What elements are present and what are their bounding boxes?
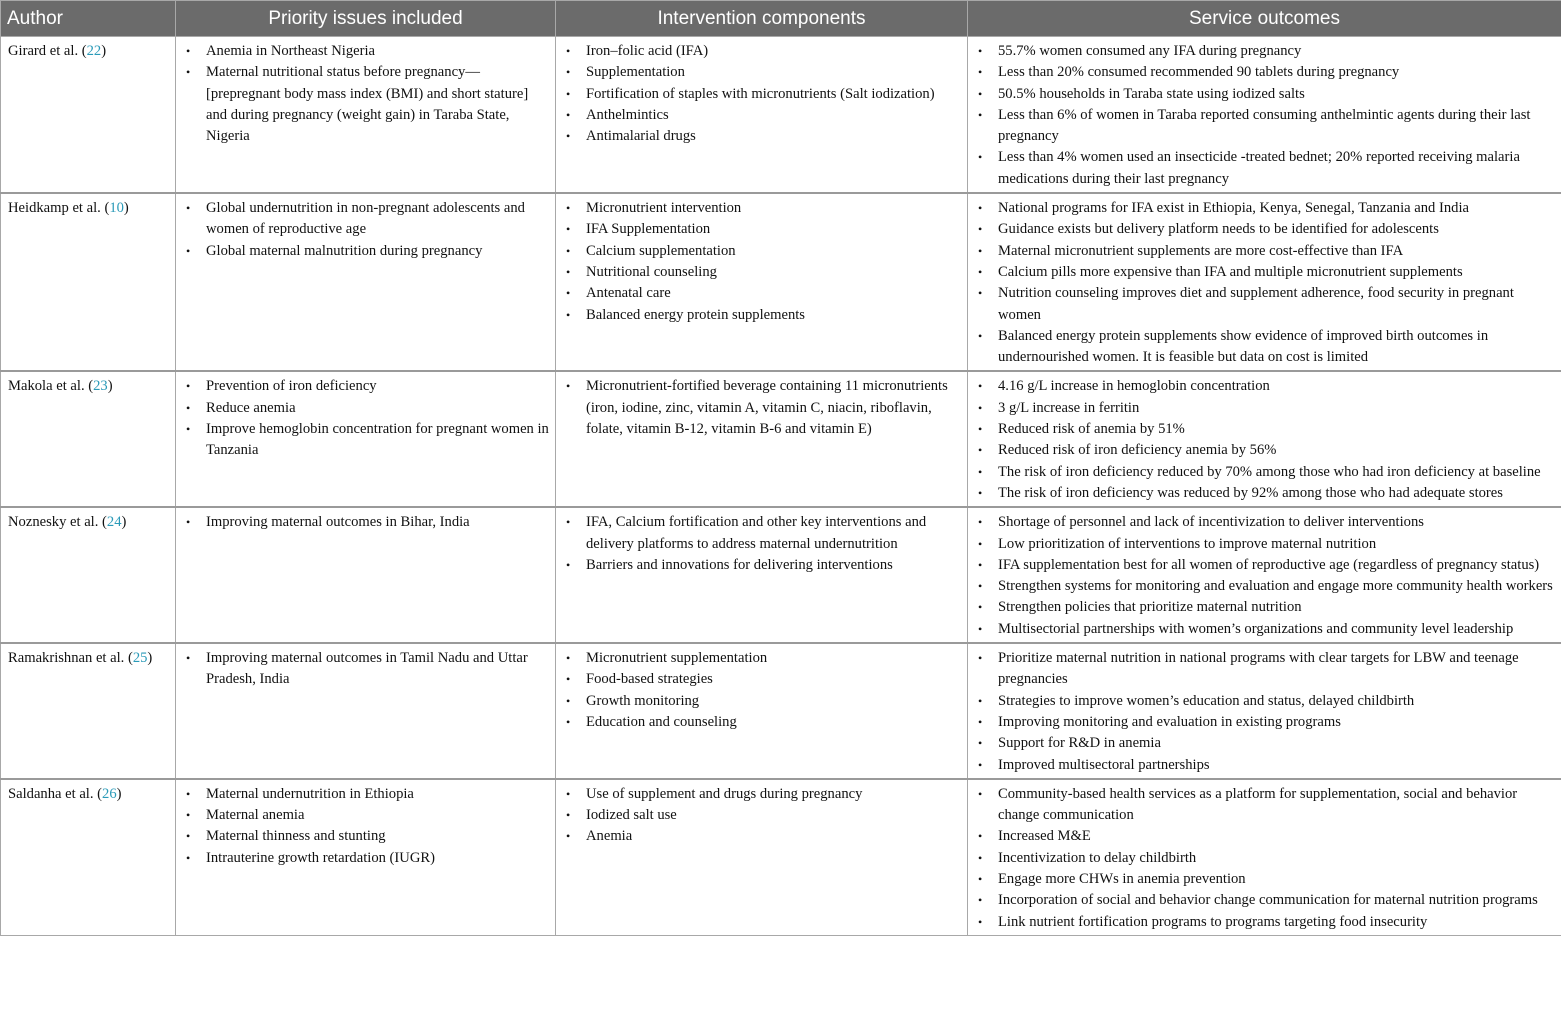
list-item-text: Reduced risk of anemia by 51% xyxy=(998,421,1185,438)
list-item-text: Strengthen systems for monitoring and evaluation and engage more community health workers xyxy=(998,578,1553,595)
list-item-text: 50.5% households in Taraba state using iodized salts xyxy=(998,85,1305,102)
priority-cell xyxy=(176,37,556,194)
list-item xyxy=(976,890,1555,911)
list-item xyxy=(976,755,1555,776)
list-item-text: Fortification of staples with micronutrients (Salt iodization) xyxy=(586,85,935,102)
author-cell xyxy=(1,779,176,936)
list-item-text: Strategies to improve women’s education and status, delayed childbirth xyxy=(998,692,1415,709)
list-item xyxy=(564,712,961,733)
list-item xyxy=(976,283,1555,326)
bullet-icon: • xyxy=(566,243,571,258)
list-item xyxy=(564,126,961,147)
list-item-text: IFA supplementation best for all women of reproductive age (regardless of pregnancy status) xyxy=(998,556,1540,573)
list-item-text: The risk of iron deficiency reduced by 70% among those who had iron deficiency at baseline xyxy=(998,463,1541,480)
outcomes-cell xyxy=(968,371,1561,507)
list-item xyxy=(976,826,1555,847)
list-item-text: 4.16 g/L increase in hemoglobin concentration xyxy=(998,378,1270,395)
bullet-icon: • xyxy=(566,107,571,122)
list-item-text: Guidance exists but delivery platform needs to be identified for adolescents xyxy=(998,221,1439,238)
list-item-text: Antimalarial drugs xyxy=(586,128,696,145)
list-item xyxy=(184,198,549,241)
list-item-text: 3 g/L increase in ferritin xyxy=(998,399,1140,416)
list-item xyxy=(976,576,1555,597)
priority-cell xyxy=(176,371,556,507)
table-row xyxy=(1,371,1561,507)
list-item xyxy=(976,462,1555,483)
outcomes-list xyxy=(976,376,1555,504)
header-components: Intervention components xyxy=(556,1,968,37)
priority-cell xyxy=(176,193,556,371)
list-item xyxy=(184,419,549,462)
author-name: Heidkamp et al. ( xyxy=(8,200,110,217)
list-item xyxy=(976,648,1555,691)
bullet-icon: • xyxy=(978,850,983,865)
bullet-icon: • xyxy=(978,515,983,530)
list-item xyxy=(976,512,1555,533)
author-name: Saldanha et al. ( xyxy=(8,785,103,802)
author-cell xyxy=(1,643,176,779)
bullet-icon: • xyxy=(566,44,571,58)
bullet-icon: • xyxy=(566,264,571,279)
list-item xyxy=(976,869,1555,890)
table-header xyxy=(1,1,1561,37)
bullet-icon: • xyxy=(186,44,191,58)
bullet-icon: • xyxy=(186,829,191,844)
list-item xyxy=(976,784,1555,827)
table-row xyxy=(1,37,1561,194)
list-item xyxy=(564,219,961,240)
list-item-text: Link nutrient fortification programs to programs targeting food insecurity xyxy=(998,913,1428,930)
list-item-text: Reduced risk of iron deficiency anemia by 56% xyxy=(998,442,1277,459)
reference-link[interactable]: 24 xyxy=(106,514,122,531)
bullet-icon: • xyxy=(978,328,983,343)
bullet-icon: • xyxy=(566,286,571,301)
list-item xyxy=(564,784,961,805)
table-row xyxy=(1,507,1561,643)
bullet-icon: • xyxy=(566,786,571,801)
list-item xyxy=(976,105,1555,148)
header-outcomes: Service outcomes xyxy=(968,1,1561,37)
bullet-icon: • xyxy=(978,829,983,844)
bullet-icon: • xyxy=(978,757,983,772)
list-item xyxy=(564,512,961,555)
bullet-icon: • xyxy=(978,714,983,729)
bullet-icon: • xyxy=(566,808,571,823)
reference-link[interactable]: 23 xyxy=(93,378,108,395)
bullet-icon: • xyxy=(978,443,983,458)
list-item xyxy=(564,305,961,326)
list-item xyxy=(976,262,1555,283)
bullet-icon: • xyxy=(566,222,571,237)
list-item xyxy=(976,219,1555,240)
bullet-icon: • xyxy=(978,286,983,301)
bullet-icon: • xyxy=(186,400,191,415)
bullet-icon: • xyxy=(186,786,191,801)
bullet-icon: • xyxy=(566,515,571,530)
author-close-paren: ) xyxy=(121,514,127,531)
bullet-icon: • xyxy=(978,871,983,886)
priority-list xyxy=(184,784,549,869)
reference-link[interactable]: 25 xyxy=(132,650,148,667)
bullet-icon: • xyxy=(978,736,983,751)
components-cell xyxy=(556,779,968,936)
list-item-text: Low prioritization of interventions to improve maternal nutrition xyxy=(998,535,1377,552)
list-item xyxy=(564,241,961,262)
bullet-icon: • xyxy=(566,672,571,687)
list-item-text: Reduce anemia xyxy=(206,399,296,416)
outcomes-list xyxy=(976,512,1555,640)
bullet-icon: • xyxy=(566,86,571,101)
list-item-text: Balanced energy protein supplements xyxy=(586,306,805,323)
list-item-text: Calcium pills more expensive than IFA and multiple micronutrient supplements xyxy=(998,263,1463,280)
bullet-icon: • xyxy=(978,557,983,572)
list-item-text: Prevention of iron deficiency xyxy=(206,378,377,395)
bullet-icon: • xyxy=(978,651,983,666)
bullet-icon: • xyxy=(186,651,191,666)
list-item xyxy=(184,62,549,147)
list-item xyxy=(976,62,1555,83)
list-item xyxy=(564,198,961,219)
components-list xyxy=(564,512,961,576)
list-item xyxy=(184,805,549,826)
components-list xyxy=(564,648,961,733)
list-item xyxy=(976,483,1555,504)
reference-link[interactable]: 10 xyxy=(109,200,124,217)
components-cell xyxy=(556,643,968,779)
priority-list xyxy=(184,376,549,461)
bullet-icon: • xyxy=(978,44,983,58)
list-item xyxy=(184,398,549,419)
bullet-icon: • xyxy=(566,651,571,666)
list-item-text: Support for R&D in anemia xyxy=(998,735,1161,752)
outcomes-list xyxy=(976,41,1555,190)
bullet-icon: • xyxy=(978,621,983,636)
bullet-icon: • xyxy=(566,557,571,572)
priority-list xyxy=(184,648,549,691)
list-item-text: Increased M&E xyxy=(998,828,1091,845)
list-item-text: Improving monitoring and evaluation in existing programs xyxy=(998,713,1341,730)
author-name: Noznesky et al. ( xyxy=(8,514,107,531)
list-item-text: Incorporation of social and behavior change communication for maternal nutrition programs xyxy=(998,892,1538,909)
bullet-icon: • xyxy=(978,893,983,908)
list-item xyxy=(184,512,549,533)
list-item-text: The risk of iron deficiency was reduced by 92% among those who had adequate stores xyxy=(998,484,1503,501)
list-item xyxy=(184,241,549,262)
list-item xyxy=(976,848,1555,869)
priority-list xyxy=(184,198,549,262)
bullet-icon: • xyxy=(566,829,571,844)
list-item-text: Less than 4% women used an insecticide -treated bednet; 20% reported receiving malaria medications during their last pregnancy xyxy=(998,149,1520,187)
bullet-icon: • xyxy=(566,379,571,394)
list-item xyxy=(976,440,1555,461)
list-item xyxy=(564,555,961,576)
list-item-text: Shortage of personnel and lack of incentivization to deliver interventions xyxy=(998,514,1424,531)
components-cell xyxy=(556,37,968,194)
bullet-icon: • xyxy=(978,579,983,594)
list-item-text: Anthelmintics xyxy=(586,106,669,123)
list-item-text: Engage more CHWs in anemia prevention xyxy=(998,870,1246,887)
list-item xyxy=(564,262,961,283)
list-item-text: Strengthen policies that prioritize maternal nutrition xyxy=(998,599,1302,616)
list-item xyxy=(184,784,549,805)
priority-list xyxy=(184,512,549,533)
list-item-text: Supplementation xyxy=(586,64,685,81)
list-item xyxy=(976,84,1555,105)
priority-list xyxy=(184,41,549,147)
author-close-paren: ) xyxy=(101,43,107,59)
bullet-icon: • xyxy=(978,107,983,122)
author-close-paren: ) xyxy=(116,785,122,802)
list-item xyxy=(564,41,961,62)
list-item xyxy=(976,912,1555,933)
list-item-text: Multisectorial partnerships with women’s organizations and community level leadership xyxy=(998,620,1514,637)
list-item-text: Anemia in Northeast Nigeria xyxy=(206,43,375,59)
components-list xyxy=(564,41,961,147)
list-item-text: Balanced energy protein supplements show evidence of improved birth outcomes in undernourished women. It is feasible but data on cost is limited xyxy=(998,327,1489,366)
list-item-text: Maternal undernutrition in Ethiopia xyxy=(206,785,414,802)
list-item xyxy=(976,241,1555,262)
outcomes-list xyxy=(976,784,1555,933)
list-item-text: Anemia xyxy=(586,828,633,845)
list-item-text: Global undernutrition in non-pregnant adolescents and women of reproductive age xyxy=(206,200,525,238)
list-item xyxy=(184,848,549,869)
list-item xyxy=(976,198,1555,219)
list-item-text: Education and counseling xyxy=(586,713,737,730)
list-item-text: Less than 6% of women in Taraba reported consuming anthelmintic agents during their last pregnancy xyxy=(998,106,1531,145)
list-item-text: Global maternal malnutrition during pregnancy xyxy=(206,242,483,259)
bullet-icon: • xyxy=(186,201,191,216)
bullet-icon: • xyxy=(978,222,983,237)
bullet-icon: • xyxy=(978,914,983,929)
list-item xyxy=(976,419,1555,440)
list-item xyxy=(184,648,549,691)
list-item-text: Calcium supplementation xyxy=(586,242,736,259)
outcomes-list xyxy=(976,648,1555,776)
author-close-paren: ) xyxy=(107,378,113,395)
author-close-paren: ) xyxy=(147,650,153,667)
list-item-text: Community-based health services as a platform for supplementation, social and behavior change communication xyxy=(998,785,1518,824)
author-cell xyxy=(1,507,176,643)
table-body xyxy=(1,37,1561,936)
components-cell xyxy=(556,371,968,507)
list-item-text: Improve hemoglobin concentration for pregnant women in Tanzania xyxy=(206,421,549,459)
bullet-icon: • xyxy=(566,693,571,708)
list-item-text: Nutritional counseling xyxy=(586,263,717,280)
list-item xyxy=(564,105,961,126)
priority-cell xyxy=(176,643,556,779)
bullet-icon: • xyxy=(978,65,983,80)
bullet-icon: • xyxy=(978,786,983,801)
bullet-icon: • xyxy=(978,485,983,500)
list-item xyxy=(976,597,1555,618)
list-item-text: Incentivization to delay childbirth xyxy=(998,849,1197,866)
list-item-text: Micronutrient intervention xyxy=(586,200,742,217)
bullet-icon: • xyxy=(978,264,983,279)
list-item xyxy=(976,376,1555,397)
list-item-text: Intrauterine growth retardation (IUGR) xyxy=(206,849,435,866)
list-item-text: Improving maternal outcomes in Tamil Nadu and Uttar Pradesh, India xyxy=(206,650,528,688)
list-item xyxy=(184,376,549,397)
bullet-icon: • xyxy=(978,536,983,551)
list-item-text: Maternal nutritional status before pregnancy—[prepregnant body mass index (BMI) and short stature] and during pregnancy (weight gain) in Taraba State, Nigeria xyxy=(206,64,529,145)
list-item xyxy=(564,805,961,826)
bullet-icon: • xyxy=(978,379,983,394)
author-name: Girard et al. ( xyxy=(8,43,87,59)
bullet-icon: • xyxy=(566,201,571,216)
bullet-icon: • xyxy=(186,515,191,530)
author-cell xyxy=(1,37,176,194)
components-list xyxy=(564,784,961,848)
outcomes-cell xyxy=(968,193,1561,371)
header-priority: Priority issues included xyxy=(176,1,556,37)
author-cell xyxy=(1,193,176,371)
header-author: Author xyxy=(1,1,176,37)
reference-link[interactable]: 22 xyxy=(86,43,102,59)
list-item xyxy=(976,147,1555,190)
bullet-icon: • xyxy=(978,693,983,708)
list-item-text: Nutrition counseling improves diet and supplement adherence, food security in pregnant women xyxy=(998,285,1514,323)
bullet-icon: • xyxy=(978,201,983,216)
outcomes-list xyxy=(976,198,1555,368)
list-item-text: Use of supplement and drugs during pregnancy xyxy=(586,785,863,802)
list-item-text: Micronutrient supplementation xyxy=(586,650,768,667)
components-cell xyxy=(556,507,968,643)
list-item-text: Maternal micronutrient supplements are more cost-effective than IFA xyxy=(998,242,1404,259)
list-item-text: IFA, Calcium fortification and other key interventions and delivery platforms to address maternal undernutrition xyxy=(586,514,927,552)
bullet-icon: • xyxy=(186,379,191,394)
list-item-text: National programs for IFA exist in Ethiopia, Kenya, Senegal, Tanzania and India xyxy=(998,200,1469,217)
list-item-text: Iodized salt use xyxy=(586,807,677,824)
list-item-text: Improving maternal outcomes in Bihar, India xyxy=(206,514,470,531)
list-item xyxy=(976,398,1555,419)
list-item-text: Micronutrient-fortified beverage containing 11 micronutrients (iron, iodine, zinc, vitamin A, vitamin C, niacin, riboflavin, folate, vitamin B-12, vitamin B-6 and vitamin E) xyxy=(586,378,948,438)
bullet-icon: • xyxy=(978,422,983,437)
table-row xyxy=(1,779,1561,936)
bullet-icon: • xyxy=(978,464,983,479)
priority-cell xyxy=(176,507,556,643)
author-name: Ramakrishnan et al. ( xyxy=(8,650,133,667)
bullet-icon: • xyxy=(186,243,191,258)
bullet-icon: • xyxy=(566,129,571,144)
bullet-icon: • xyxy=(978,400,983,415)
priority-cell xyxy=(176,779,556,936)
list-item-text: Antenatal care xyxy=(586,285,671,302)
outcomes-cell xyxy=(968,779,1561,936)
list-item xyxy=(564,826,961,847)
list-item xyxy=(976,619,1555,640)
bullet-icon: • xyxy=(566,307,571,322)
list-item xyxy=(564,669,961,690)
author-cell xyxy=(1,371,176,507)
list-item-text: Food-based strategies xyxy=(586,671,713,688)
bullet-icon: • xyxy=(978,243,983,258)
list-item-text: Less than 20% consumed recommended 90 tablets during pregnancy xyxy=(998,64,1400,81)
list-item xyxy=(564,283,961,304)
bullet-icon: • xyxy=(186,65,191,80)
list-item-text: 55.7% women consumed any IFA during pregnancy xyxy=(998,43,1302,59)
list-item-text: Iron–folic acid (IFA) xyxy=(586,43,709,59)
outcomes-cell xyxy=(968,37,1561,194)
outcomes-cell xyxy=(968,507,1561,643)
list-item xyxy=(564,62,961,83)
list-item xyxy=(976,326,1555,369)
list-item xyxy=(564,84,961,105)
list-item-text: Barriers and innovations for delivering interventions xyxy=(586,556,893,573)
list-item-text: Improved multisectoral partnerships xyxy=(998,756,1210,773)
components-list xyxy=(564,198,961,326)
table-row xyxy=(1,193,1561,371)
author-close-paren: ) xyxy=(123,200,129,217)
list-item xyxy=(976,534,1555,555)
table-row xyxy=(1,643,1561,779)
list-item-text: Growth monitoring xyxy=(586,692,700,709)
components-cell xyxy=(556,193,968,371)
list-item-text: Maternal anemia xyxy=(206,807,305,824)
bullet-icon: • xyxy=(978,150,983,165)
list-item xyxy=(564,648,961,669)
bullet-icon: • xyxy=(978,86,983,101)
list-item-text: Maternal thinness and stunting xyxy=(206,828,386,845)
bullet-icon: • xyxy=(186,850,191,865)
bullet-icon: • xyxy=(186,808,191,823)
outcomes-cell xyxy=(968,643,1561,779)
list-item xyxy=(976,691,1555,712)
list-item xyxy=(564,376,961,440)
list-item-text: Prioritize maternal nutrition in national programs with clear targets for LBW and teenage pregnancies xyxy=(998,650,1519,688)
bullet-icon: • xyxy=(566,714,571,729)
list-item xyxy=(184,826,549,847)
list-item xyxy=(564,691,961,712)
list-item xyxy=(976,733,1555,754)
reference-link[interactable]: 26 xyxy=(102,785,117,802)
bullet-icon: • xyxy=(186,422,191,437)
components-list xyxy=(564,376,961,440)
list-item-text: IFA Supplementation xyxy=(586,221,711,238)
author-name: Makola et al. ( xyxy=(8,378,94,395)
bullet-icon: • xyxy=(978,600,983,615)
list-item xyxy=(184,41,549,62)
bullet-icon: • xyxy=(566,65,571,80)
list-item xyxy=(976,555,1555,576)
list-item xyxy=(976,712,1555,733)
list-item xyxy=(976,41,1555,62)
